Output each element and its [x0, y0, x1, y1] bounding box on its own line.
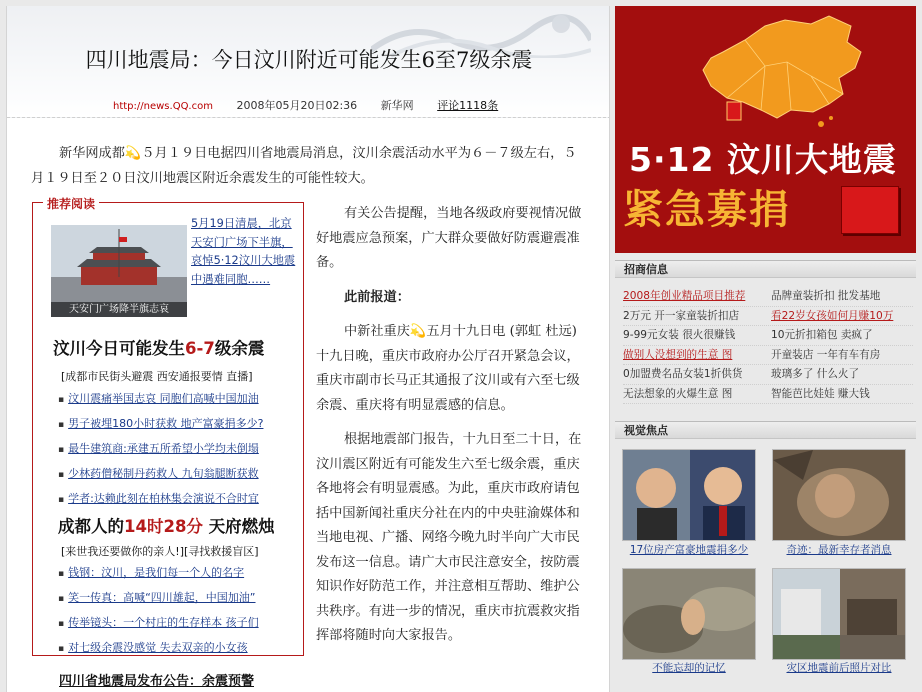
list-item-link[interactable]: 笑一传真：高喊“四川雄起，中国加油”	[68, 591, 256, 604]
list-item-link[interactable]: 学者:达赖此刻在柏林集会演说不合时宜	[68, 492, 259, 505]
list-item-link[interactable]: 男子被埋180小时获救 地产富豪捐多少?	[68, 417, 264, 430]
ad-link[interactable]: 品牌童装折扣 批发基地	[771, 290, 881, 302]
donation-box-icon	[841, 186, 899, 234]
focus-section-header: 视觉焦点	[615, 421, 916, 439]
rescue-photo-icon	[773, 450, 906, 541]
list-item[interactable]	[58, 437, 263, 462]
list-item-link[interactable]: 汶川震痛举国志哀 同胞们高喊中国加油	[68, 392, 259, 405]
previous-report-heading: 此前报道：	[344, 289, 410, 305]
ad-link[interactable]: 智能芭比娃娃 赚大钱	[771, 387, 870, 400]
article-paragraph-2: 中新社重庆💫五月十九日电 (郭虹 杜远)十九日晚，重庆市政府办公厅召开紧急会议，重庆市副市长马正其通报了汶川或有六至七级余震、重庆将有明显震感的信息。	[316, 324, 580, 413]
recommended-list-2	[58, 561, 259, 661]
list-item[interactable]	[58, 611, 259, 636]
ad-link[interactable]: 9-99元女装 很火很赚钱	[623, 329, 736, 341]
recommended-header: 推荐阅读	[43, 195, 99, 212]
focus-caption-4[interactable]: 灾区地震前后照片对比	[786, 662, 892, 674]
article-paragraph-3: 根据地震部门报告，十九日至二十日，在汶川震区附近有可能发生六至七级余震，重庆各地将会有明显震感。为此，重庆市政府请包括中国新闻社重庆分社在内的中央驻渝媒体和当地电视、广播、网络今晚九时半向广大市民发布这一信息。请广大市民注意安全，按防震知识作好防范工作，并注意相互帮助、维护公共秩序。有进一步的情况，重庆市抗震救灾指挥部将随时向大家报告。	[316, 432, 582, 643]
page-title: 四川地震局：今日汶川附近可能发生6至7级余震	[85, 48, 533, 72]
list-item[interactable]	[58, 462, 263, 487]
headline-1-text-b: 6-7	[185, 339, 215, 358]
photo-blurb-link[interactable]: 5月19日清晨，北京天安门广场下半旗，哀悼5·12汶川大地震中遇难同胞……	[191, 217, 296, 286]
recommended-box	[32, 197, 304, 656]
ad-row	[623, 385, 913, 405]
article-body	[316, 202, 586, 659]
ad-row	[623, 346, 913, 366]
ads-list	[623, 287, 913, 404]
recommended-headline-2[interactable]	[58, 513, 275, 537]
banner-title: 5·12 汶川大地震	[629, 140, 897, 179]
headline-1-text-c: 级余震	[214, 339, 265, 358]
rubble-photo-icon	[623, 569, 756, 660]
ad-link[interactable]: 0加盟费名品女装1折供货	[623, 368, 743, 380]
banner-subtitle: 紧急募捐	[623, 187, 791, 233]
donation-banner[interactable]	[615, 6, 916, 253]
ad-link[interactable]: 做别人没想到的生意 图	[623, 348, 733, 361]
ad-row	[623, 365, 913, 385]
list-item[interactable]	[58, 487, 263, 512]
focus-caption-3[interactable]: 不能忘却的记忆	[652, 662, 726, 674]
ad-link[interactable]: 2万元 开一家童装折扣店	[623, 309, 740, 322]
focus-caption-1[interactable]: 17位房产富豪地震捐多少	[629, 544, 749, 556]
list-item[interactable]	[58, 636, 259, 661]
headline-2-sublinks[interactable]: [来世我还要做你的亲人!][寻找救援盲区]	[61, 545, 259, 558]
headline-2-text-c: 天府燃烛	[202, 517, 275, 536]
list-item[interactable]	[58, 387, 263, 412]
ad-link[interactable]: 玻璃多了 什么火了	[771, 368, 860, 380]
focus-photo-4[interactable]	[772, 568, 906, 660]
focus-photo-2[interactable]	[772, 449, 906, 541]
source-name: 新华网	[380, 99, 414, 112]
list-item[interactable]	[58, 561, 259, 586]
recommended-headline-1[interactable]	[53, 335, 264, 359]
publish-datetime: 2008年05月20日02:36	[236, 99, 358, 112]
list-item[interactable]	[58, 586, 259, 611]
list-item-link[interactable]: 传举镜头：一个村庄的生存样本 孩子们	[68, 616, 259, 629]
focus-photo-1[interactable]	[622, 449, 756, 541]
headline-2-text-b: 14时28分	[124, 517, 203, 536]
ad-row	[623, 307, 913, 327]
ad-link[interactable]: 无法想象的火爆生意 图	[623, 387, 733, 400]
portrait-photo-icon	[623, 450, 756, 541]
focus-caption-2[interactable]: 奇迹：最新幸存者消息	[786, 544, 892, 556]
article-paragraph-1: 有关公告提醒，当地各级政府要视情况做好地震应急预案，广大群众要做好防震避震准备。	[316, 206, 582, 270]
ad-link[interactable]: 开童装店 一年有车有房	[771, 348, 881, 361]
list-item[interactable]	[58, 412, 263, 437]
headline-1-text-a: 汶川今日可能发生	[53, 339, 185, 358]
related-article-link[interactable]: 四川省地震局发布公告：余震预警	[59, 674, 255, 689]
recommended-list-1	[58, 387, 263, 512]
article-header	[7, 6, 610, 118]
comments-link[interactable]: 评论1118条	[437, 99, 499, 112]
right-sidebar	[615, 6, 922, 692]
source-url-link[interactable]: http://news.QQ.com	[113, 101, 213, 112]
tiananmen-photo[interactable]	[51, 225, 187, 317]
article-meta	[113, 97, 498, 113]
ad-link[interactable]: 10元折扣箱包 卖疯了	[771, 329, 873, 341]
article-intro: 新华网成都💫５月１９日电据四川省地震局消息，汶川余震活动水平为６－７级左右，５月１９日至２０日汶川地震区附近余震发生的可能性较大。	[31, 146, 577, 186]
ad-row	[623, 326, 913, 346]
list-item-link[interactable]: 最牛建筑商:承建五所希望小学均未倒塌	[68, 442, 259, 455]
headline-1-sublinks[interactable]: [成都市民街头避震 西安通报要情 直播]	[61, 370, 253, 383]
photo-caption: 天安门广场降半旗志哀	[51, 302, 187, 317]
ad-link[interactable]: 2008年创业精品项目推荐	[623, 290, 746, 302]
focus-photo-3[interactable]	[622, 568, 756, 660]
list-item-link[interactable]: 钱钢：汶川，是我们每一个人的名字	[68, 566, 245, 579]
before-after-photo-icon	[773, 569, 906, 660]
ad-link[interactable]: 看22岁女孩如何月赚10万	[771, 309, 894, 322]
list-item-link[interactable]: 对七级余震没感觉 失去双亲的小女孩	[68, 641, 248, 654]
headline-2-text-a: 成都人的	[58, 517, 124, 536]
article-column	[6, 6, 610, 692]
ads-section-header: 招商信息	[615, 260, 916, 278]
ad-row	[623, 287, 913, 307]
list-item-link[interactable]: 少林药僧秘制丹药救人 九旬翁腿断获救	[68, 467, 259, 480]
